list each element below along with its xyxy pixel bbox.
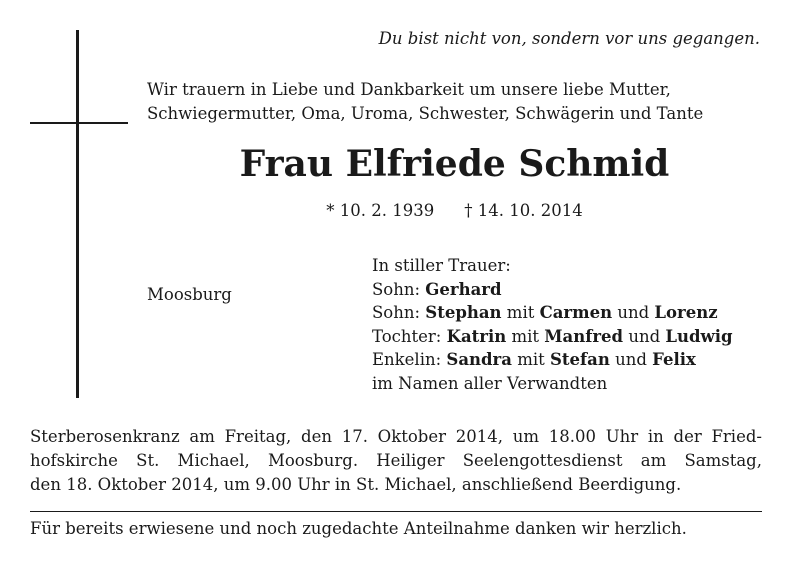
life-dates: [147, 201, 762, 220]
mourner-name: Ludwig: [665, 326, 733, 346]
mourner-text: mit: [501, 303, 540, 322]
mourner-row: [372, 325, 733, 349]
mourner-text: Sohn:: [372, 279, 426, 299]
death-date: † 14. 10. 2014: [464, 201, 583, 220]
place: Moosburg: [147, 285, 232, 304]
mourner-row: [372, 348, 733, 372]
cross-vertical-bar: [76, 30, 79, 398]
deceased-name: Frau Elfriede Schmid: [239, 143, 670, 185]
funeral-line: Sterberosenkranz am Freitag, den 17. Oktober 2014, um 18.00 Uhr in der Fried-: [30, 427, 762, 446]
mourner-text: Tochter:: [372, 326, 447, 346]
mourner-row: [372, 278, 733, 302]
mourner-name: Stephan: [425, 303, 502, 322]
mourner-text: und: [623, 326, 666, 346]
cross-horizontal-bar: [30, 122, 128, 124]
mourner-name: Lorenz: [654, 303, 718, 322]
mourner-name: Felix: [652, 350, 696, 369]
thanks-text: Für bereits erwiesene und noch zugedachte Anteilnahme danken wir herzlich.: [30, 519, 687, 538]
mourner-name: Carmen: [539, 303, 613, 322]
mourner-row: [372, 301, 733, 325]
mourner-text: im Namen aller Verwandten: [372, 373, 608, 393]
mourner-name: Sandra: [446, 350, 512, 369]
funeral-line: den 18. Oktober 2014, um 9.00 Uhr in St. Michael, anschließend Beerdigung.: [30, 475, 682, 494]
mourner-text: Enkelin:: [372, 350, 447, 369]
mourner-text: Sohn:: [372, 303, 426, 322]
intro-line-2: Schwiegermutter, Oma, Uroma, Schwester, Schwägerin und Tante: [147, 104, 704, 123]
birth-date: * 10. 2. 1939: [326, 201, 435, 220]
mourner-name: Stefan: [550, 350, 610, 369]
motto: Du bist nicht von, sondern vor uns gegangen.: [378, 29, 760, 48]
mourners-list: [372, 254, 733, 395]
mourner-name: Manfred: [544, 326, 624, 346]
mourners-heading: In stiller Trauer:: [372, 256, 511, 275]
funeral-details: [30, 425, 762, 497]
funeral-line: hofskirche St. Michael, Moosburg. Heiliger Seelengottesdienst am Samstag,: [30, 451, 762, 470]
mourner-text: mit: [511, 350, 550, 369]
mourner-name: Gerhard: [425, 279, 502, 299]
mourner-name: Katrin: [446, 326, 507, 346]
mourner-text: und: [612, 303, 655, 322]
intro-line-1: Wir trauern in Liebe und Dankbarkeit um unsere liebe Mutter,: [147, 80, 671, 99]
mourner-text: mit: [506, 326, 545, 346]
divider: [30, 511, 762, 512]
mourner-text: und: [609, 350, 653, 369]
mourner-row: [372, 372, 733, 396]
